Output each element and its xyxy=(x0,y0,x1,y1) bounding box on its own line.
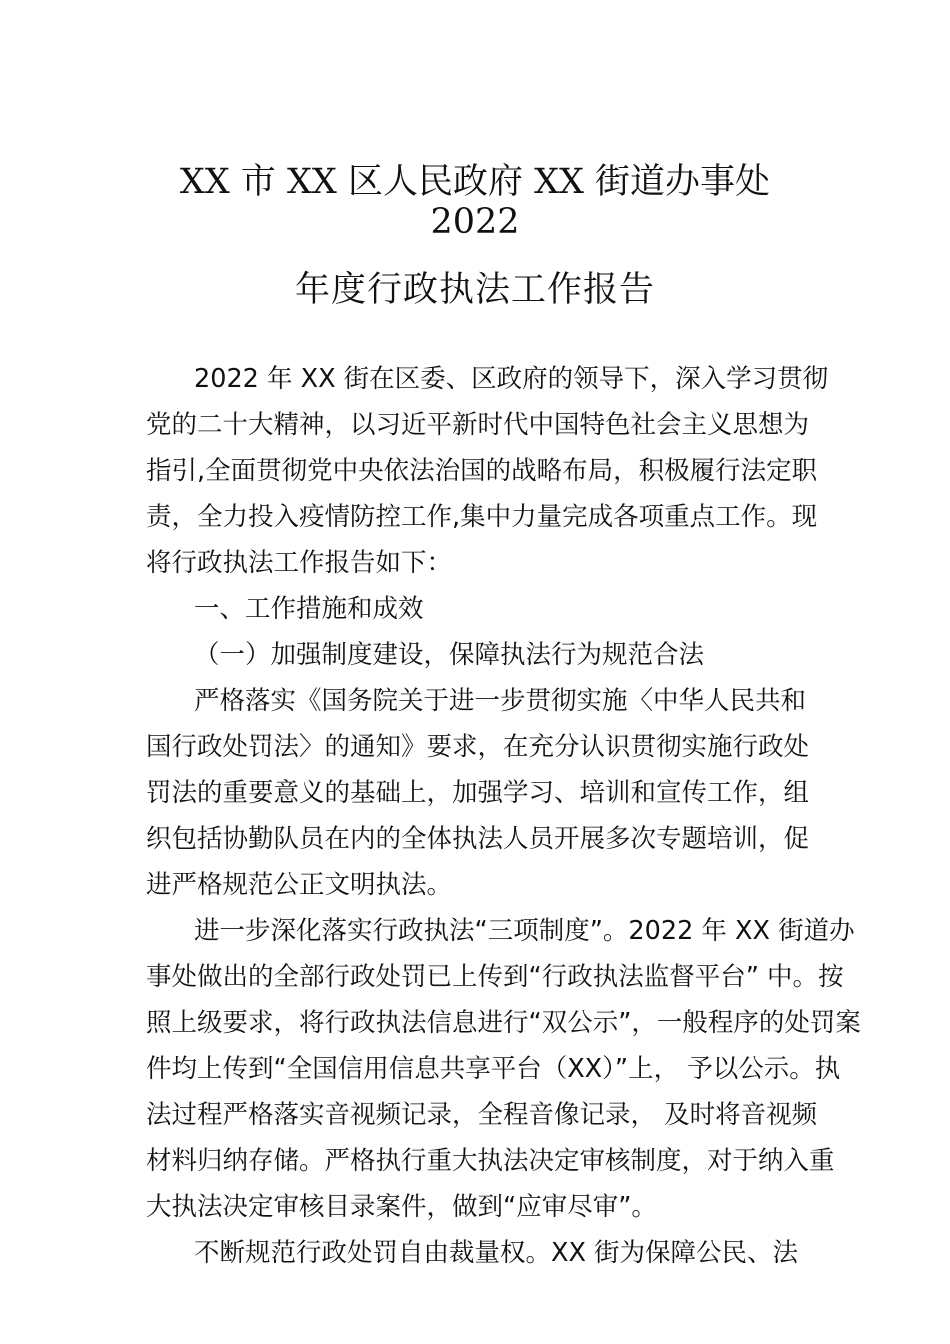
paragraph-system-line-4: 件均上传到“全国信用信息共享平台（XX）”上， 予以公示。执 xyxy=(146,1054,841,1084)
paragraph-law-line-4: 织包括协勤队员在内的全体执法人员开展多次专题培训，促 xyxy=(146,824,810,854)
paragraph-system-line-6: 材料归纳存储。严格执行重大执法决定审核制度，对于纳入重 xyxy=(146,1146,835,1176)
section-heading-1: 一、工作措施和成效 xyxy=(194,594,424,624)
report-title-line-3: 年度行政执法工作报告 xyxy=(294,270,655,310)
paragraph-intro-line-2: 党的二十大精神，以习近平新时代中国特色社会主义思想为 xyxy=(146,410,810,440)
subsection-heading-1: （一）加强制度建设，保障执法行为规范合法 xyxy=(194,640,705,670)
paragraph-system-line-7: 大执法决定审核目录案件，做到“应审尽审”。 xyxy=(146,1192,657,1222)
paragraph-law-line-5: 进严格规范公正文明执法。 xyxy=(146,870,453,900)
paragraph-law-line-1: 严格落实《国务院关于进一步贯彻实施〈中华人民共和 xyxy=(194,686,807,716)
report-title-line-2: 2022 xyxy=(430,202,520,242)
paragraph-discretion-line-1: 不断规范行政处罚自由裁量权。XX 街为保障公民、法 xyxy=(194,1238,799,1268)
paragraph-system-line-5: 法过程严格落实音视频记录，全程音像记录， 及时将音视频 xyxy=(146,1100,818,1130)
paragraph-system-line-3: 照上级要求，将行政执法信息进行“双公示”，一般程序的处罚案 xyxy=(146,1008,861,1038)
paragraph-intro-line-3: 指引,全面贯彻党中央依法治国的战略布局，积极履行法定职 xyxy=(146,456,818,486)
report-title-line-1: XX 市 XX 区人民政府 XX 街道办事处 xyxy=(179,162,771,202)
paragraph-law-line-3: 罚法的重要意义的基础上，加强学习、培训和宣传工作，组 xyxy=(146,778,810,808)
paragraph-intro-line-4: 责，全力投入疫情防控工作,集中力量完成各项重点工作。现 xyxy=(146,502,818,532)
paragraph-system-line-2: 事处做出的全部行政处罚已上传到“行政执法监督平台” 中。按 xyxy=(146,962,844,992)
paragraph-system-line-1: 进一步深化落实行政执法“三项制度”。2022 年 XX 街道办 xyxy=(194,916,855,946)
paragraph-intro-line-1: 2022 年 XX 街在区委、区政府的领导下，深入学习贯彻 xyxy=(194,364,829,394)
paragraph-intro-line-5: 将行政执法工作报告如下： xyxy=(146,548,453,578)
paragraph-law-line-2: 国行政处罚法〉的通知》要求，在充分认识贯彻实施行政处 xyxy=(146,732,810,762)
